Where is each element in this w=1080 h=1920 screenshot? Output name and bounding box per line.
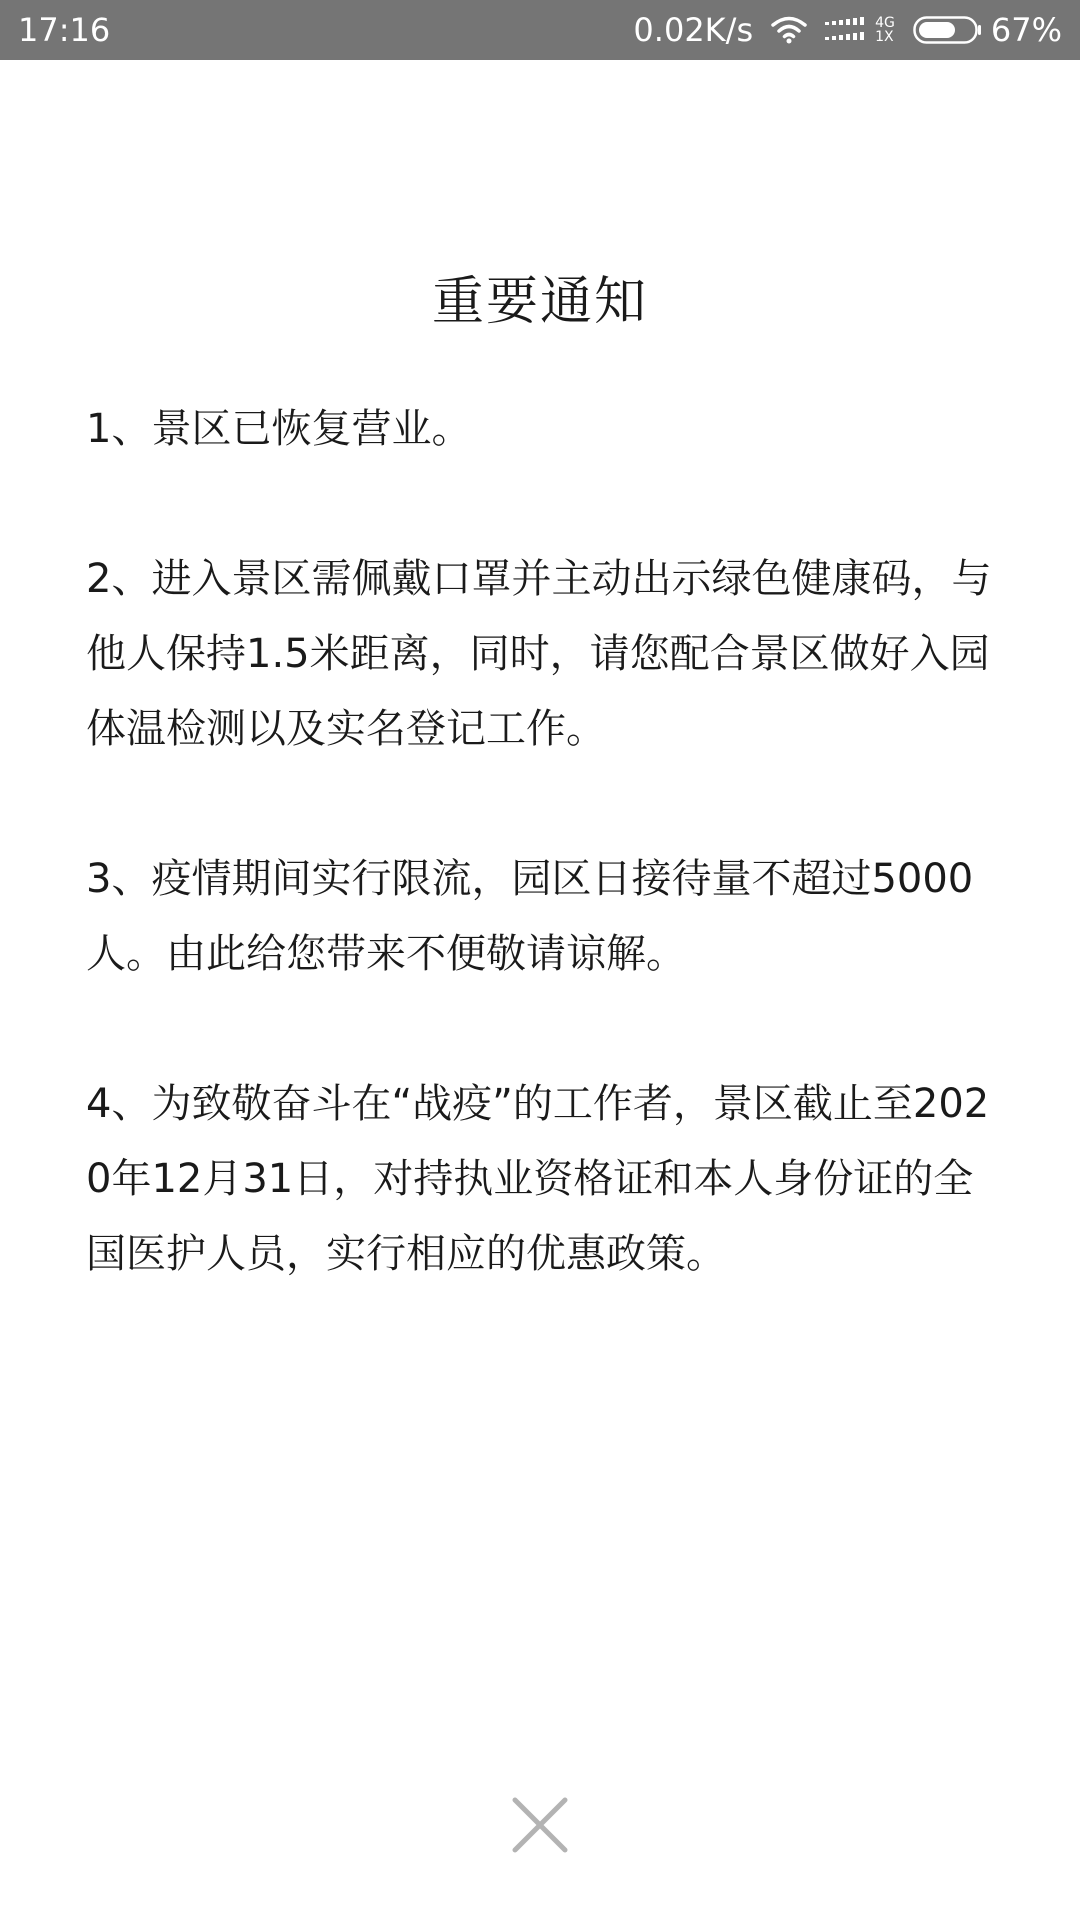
close-button[interactable]: [512, 1797, 568, 1853]
wifi-icon: [771, 16, 807, 44]
notice-item-3: 3、疫情期间实行限流，园区日接待量不超过5000人。由此给您带来不便敬请谅解。: [86, 856, 974, 977]
close-icon[interactable]: [512, 1797, 568, 1853]
status-right: [633, 11, 1062, 49]
status-time: 17:16: [18, 11, 111, 49]
signal-icon: [825, 15, 865, 45]
network-type-top: 4G: [875, 15, 895, 31]
network-type-bottom: 1X: [875, 29, 894, 45]
network-speed: 0.02K/s: [633, 11, 754, 49]
battery-percentage: 67%: [990, 11, 1062, 49]
notice-item-1: 1、景区已恢复营业。: [86, 406, 472, 452]
battery-icon: [913, 15, 983, 45]
notice-body: [86, 392, 1006, 1367]
network-type: [875, 16, 895, 44]
notice-item-4: 4、为致敬奋斗在“战疫”的工作者，景区截止至2020年12月31日，对持执业资格证和本人身份证的全国医护人员，实行相应的优惠政策。: [86, 1081, 990, 1277]
status-bar: [0, 0, 1080, 60]
notice-title: 重要通知: [431, 272, 648, 332]
battery: [913, 11, 1062, 49]
notice-item-2: 2、进入景区需佩戴口罩并主动出示绿色健康码，与他人保持1.5米距离，同时，请您配合景区做好入园体温检测以及实名登记工作。: [86, 556, 992, 752]
